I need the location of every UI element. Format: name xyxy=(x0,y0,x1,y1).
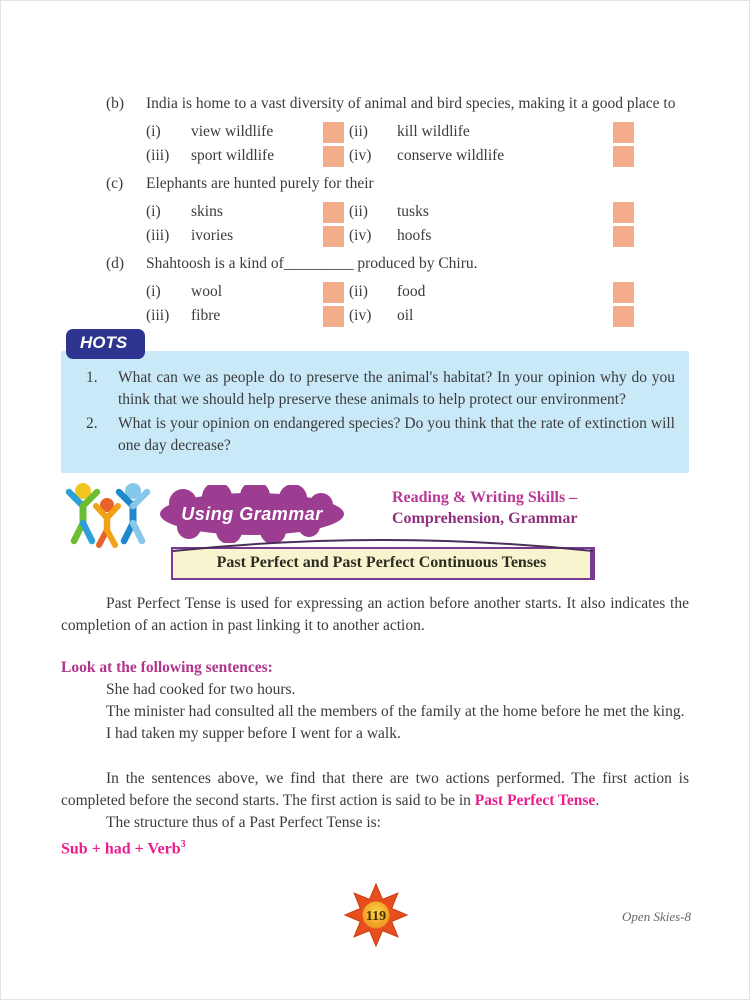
options-grid xyxy=(146,200,689,248)
hots-item xyxy=(86,413,677,457)
question-text: Elephants are hunted purely for their xyxy=(146,175,374,192)
option-text: wool xyxy=(191,283,222,300)
option-text: sport wildlife xyxy=(191,147,275,164)
option-text: kill wildlife xyxy=(397,123,470,140)
example-sentence: I had taken my supper before I went for a walk. xyxy=(106,725,401,742)
tenses-title-text: Past Perfect and Past Perfect Continuous Tenses xyxy=(216,554,547,571)
options-grid xyxy=(146,120,689,168)
option-label: (ii) xyxy=(349,283,368,300)
option-text: tusks xyxy=(397,203,429,220)
explanation-text: In the sentences above, we find that there are two actions performed. The first action is completed before the second starts. The first action is said to be in xyxy=(61,770,689,809)
hots-item-number: 2. xyxy=(86,415,98,432)
option-label: (ii) xyxy=(349,123,368,140)
people-icon xyxy=(61,479,153,551)
option-text: food xyxy=(397,283,426,300)
option-label: (iv) xyxy=(349,227,372,244)
tenses-title-box xyxy=(171,537,595,580)
question-label: (d) xyxy=(106,255,125,272)
answer-checkbox xyxy=(613,226,634,247)
question-d xyxy=(106,253,689,328)
answer-checkbox xyxy=(323,282,344,303)
mcq-section xyxy=(106,93,689,333)
using-grammar-badge xyxy=(157,485,347,543)
question-b xyxy=(106,93,689,168)
hots-section xyxy=(61,329,689,473)
formula-superscript: 3 xyxy=(180,839,186,850)
option-label: (iii) xyxy=(146,147,170,164)
lesson-text xyxy=(61,593,689,860)
past-perfect-highlight: Past Perfect Tense xyxy=(474,792,596,809)
skills-caption xyxy=(392,487,577,529)
hots-item-text: What is your opinion on endangered species? Do you think that the rate of extinction will one day decrease? xyxy=(118,415,675,454)
answer-checkbox xyxy=(323,202,344,223)
answer-checkbox xyxy=(613,306,634,327)
option-text: hoofs xyxy=(397,227,432,244)
skills-line2: Comprehension, Grammar xyxy=(392,510,578,527)
hots-item-number: 1. xyxy=(86,369,98,386)
option-label: (iv) xyxy=(349,147,372,164)
option-label: (iii) xyxy=(146,307,170,324)
hots-item-text: What can we as people do to preserve the animal's habitat? In your opinion why do you think that we should help preserve these animals to help protect our environment? xyxy=(118,369,675,408)
structure-line: The structure thus of a Past Perfect Tense is: xyxy=(106,814,381,831)
answer-checkbox xyxy=(323,122,344,143)
skills-line1: Reading & Writing Skills – xyxy=(392,489,578,506)
page-number-star xyxy=(344,883,408,947)
answer-checkbox xyxy=(613,122,634,143)
option-text: skins xyxy=(191,203,223,220)
formula xyxy=(61,834,689,860)
answer-checkbox xyxy=(323,306,344,327)
tenses-title xyxy=(171,547,595,580)
option-label: (iv) xyxy=(349,307,372,324)
option-label: (ii) xyxy=(349,203,368,220)
option-label: (i) xyxy=(146,123,161,140)
look-heading: Look at the following sentences: xyxy=(61,659,273,676)
page-number: 119 xyxy=(365,909,387,924)
question-label: (b) xyxy=(106,95,125,112)
question-text: India is home to a vast diversity of animal and bird species, making it a good place to xyxy=(146,95,676,112)
example-sentence: The minister had consulted all the members of the family at the home before he met the king. xyxy=(106,703,685,720)
intro-paragraph: Past Perfect Tense is used for expressing an action before another starts. It also indicates the completion of an action in past linking it to another action. xyxy=(61,595,689,634)
hots-item xyxy=(86,367,677,411)
explanation-paragraph xyxy=(61,768,689,812)
option-label: (i) xyxy=(146,203,161,220)
option-text: oil xyxy=(397,307,414,324)
hots-badge xyxy=(66,329,145,359)
answer-checkbox xyxy=(613,282,634,303)
answer-checkbox xyxy=(323,146,344,167)
option-label: (iii) xyxy=(146,227,170,244)
question-text: Shahtoosh is a kind of_________ produced by Chiru. xyxy=(146,255,478,272)
hots-badge-label: HOTS xyxy=(80,333,128,352)
book-title: Open Skies-8 xyxy=(622,909,691,924)
option-text: view wildlife xyxy=(191,123,274,140)
answer-checkbox xyxy=(323,226,344,247)
explanation-period: . xyxy=(595,792,600,809)
options-grid xyxy=(146,280,689,328)
option-text: conserve wildlife xyxy=(397,147,505,164)
option-label: (i) xyxy=(146,283,161,300)
question-label: (c) xyxy=(106,175,124,192)
example-sentence: She had cooked for two hours. xyxy=(106,681,296,698)
answer-checkbox xyxy=(613,202,634,223)
option-text: ivories xyxy=(191,227,234,244)
using-grammar-label: Using Grammar xyxy=(181,503,323,524)
question-c xyxy=(106,173,689,248)
answer-checkbox xyxy=(613,146,634,167)
option-text: fibre xyxy=(191,307,221,324)
formula-text: Sub + had + Verb xyxy=(61,840,181,858)
hots-box xyxy=(61,351,689,473)
